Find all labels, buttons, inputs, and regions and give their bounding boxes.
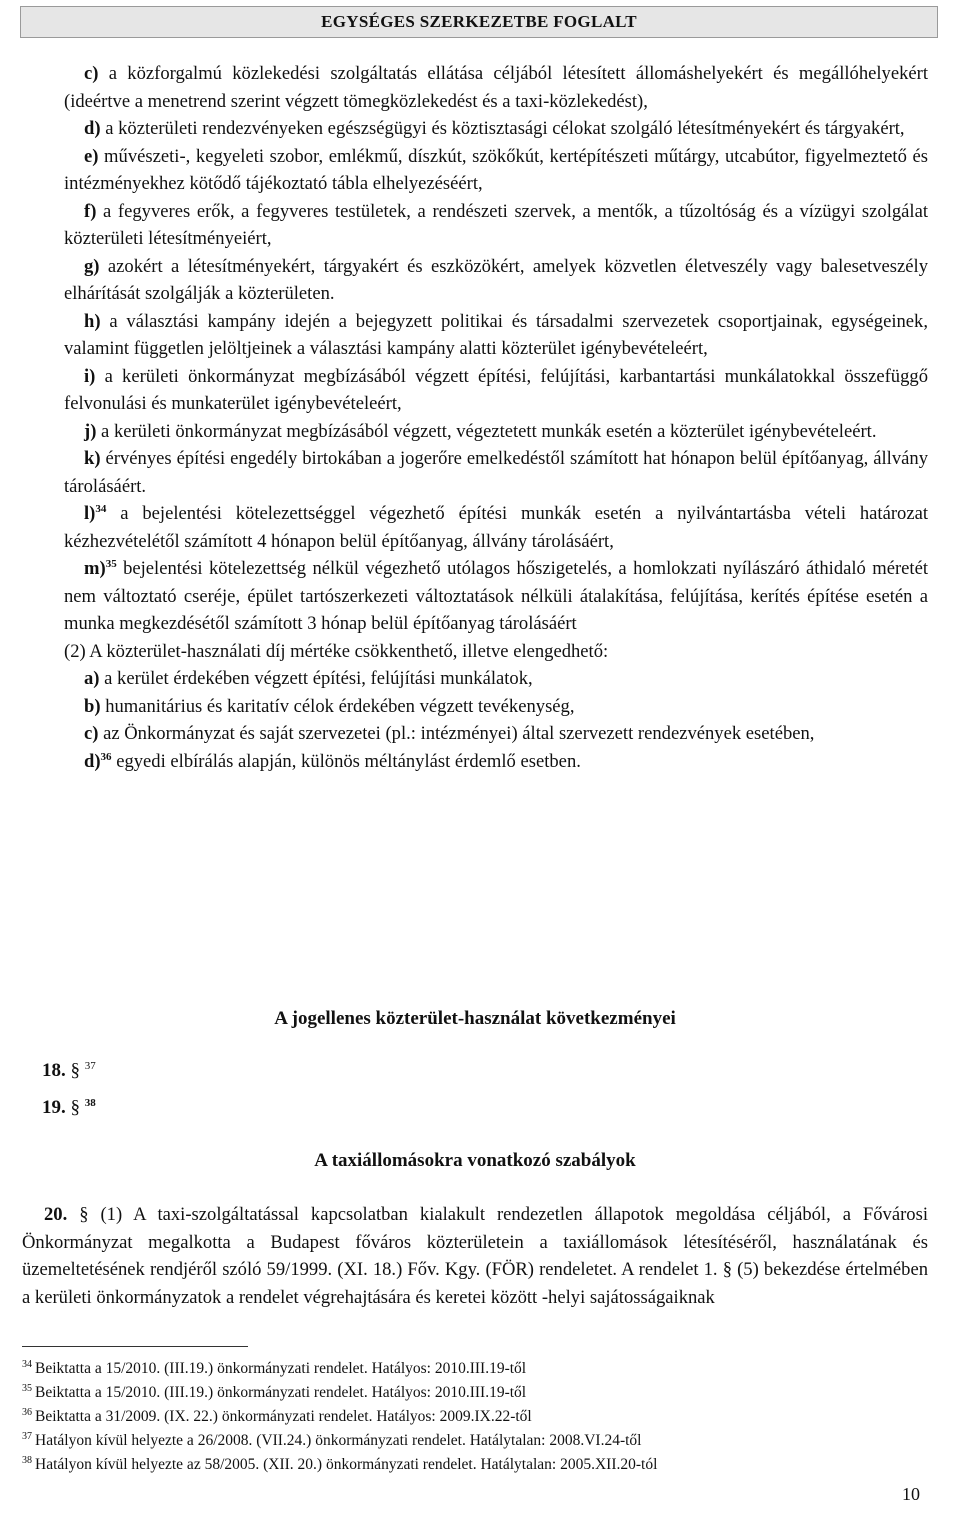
page-number: 10 bbox=[902, 1484, 920, 1504]
item-label: c) bbox=[84, 63, 99, 84]
list-item-l bbox=[64, 500, 928, 555]
item-label: a) bbox=[84, 668, 100, 689]
list-item-e bbox=[64, 143, 928, 198]
footnote-text: Beiktatta a 15/2010. (III.19.) önkormányzati rendelet. Hatályos: 2010.III.19-től bbox=[35, 1384, 527, 1401]
footnote-text: Hatályon kívül helyezte az 58/2005. (XII. 20.) önkormányzati rendelet. Hatálytalan: 2005.XII.20-tól bbox=[35, 1456, 658, 1473]
list-item-a bbox=[64, 665, 928, 693]
section-heading: A jogellenes közterület-használat következményei bbox=[274, 1008, 676, 1029]
section-text: (1) A taxi-szolgáltatással kapcsolatban kialakult rendezetlen állapotok megoldása céljából, a Fővárosi Önkormányzat megalkotta a Budapest főváros közterületein a taxiállomások létesítéséről, használatának és üzemeltetésének rendjéről szóló 59/1999. (XI. 18.) Főv. Kgy. (FÖR) rendeletet. A rendelet 1. § (5) bekezdése értelmében a kerületi önkormányzatok a rendelet végrehajtására és keretei között -helyi sajátosságaiknak bbox=[22, 1204, 928, 1308]
item-label: i) bbox=[84, 365, 96, 387]
item-text: a bejelentési kötelezettséggel végezhető építési munkák esetén a nyilvántartásba vételi határozat kézhezvételétől számított 4 hónapon belül építőanyag, állvány tárolásáért, bbox=[64, 503, 928, 552]
item-text: azokért a létesítményekért, tárgyakért és eszközökért, amelyek közvetlen életveszély vagy balesetveszély elhárítását szolgálják a közterületen. bbox=[64, 255, 928, 304]
document-body bbox=[64, 60, 928, 775]
list-item-d bbox=[64, 115, 928, 143]
list-item-h bbox=[64, 308, 928, 363]
footnote-ref[interactable]: 34 bbox=[95, 503, 107, 515]
item-text: a kerületi önkormányzat megbízásából végzett építési, felújítási, karbantartási munkálatokkal összefüggő felvonulási és munkaterület igénybevételeért, bbox=[64, 365, 928, 414]
item-label: k) bbox=[84, 448, 101, 469]
item-text: a kerület érdekében végzett építési, felújítási munkálatok, bbox=[99, 668, 533, 689]
footnote-34 bbox=[22, 1360, 526, 1378]
section-num: 18. bbox=[42, 1060, 66, 1081]
item-text: a fegyveres erők, a fegyveres testületek, a rendészeti szervek, a mentők, a tűzoltóság és a vízügyi szolgálat közterületi létesítményeiért, bbox=[64, 200, 928, 249]
paragraph-2: (2) A közterület-használati díj mértéke csökkenthető, illetve elengedhető: bbox=[64, 640, 609, 662]
item-label: j) bbox=[84, 420, 97, 442]
footnote-ref[interactable]: 38 bbox=[84, 1097, 96, 1109]
footnote-number: 36 bbox=[22, 1407, 32, 1418]
item-text: érvényes építési engedély birtokában a jogerőre emelkedéstől számított hat hónapon belül építőanyag, állvány tárolásáért. bbox=[64, 448, 928, 497]
section-20-paragraph bbox=[22, 1201, 928, 1311]
list-item-m bbox=[64, 555, 928, 638]
paragraph-sign: § bbox=[79, 1204, 89, 1225]
item-label: h) bbox=[84, 310, 101, 332]
list-item-d2 bbox=[64, 748, 928, 776]
item-label: c) bbox=[84, 723, 99, 744]
footnote-ref[interactable]: 36 bbox=[100, 750, 112, 763]
item-text: bejelentési kötelezettség nélkül végezhető utólagos hőszigetelés, a homlokzati nyílászáró áthidaló méretét nem változtató cseréje, épület tartószerkezeti változtatások nélküli átalakítása, felújítása, kerítés építése esetén a munka megkezdésétől számított 3 hónap belül építőanyag tárolásáért bbox=[64, 558, 928, 634]
item-text: az Önkormányzat és saját szervezetei (pl.: intézményei) által szervezett rendezvények esetében, bbox=[98, 723, 815, 744]
list-item-k bbox=[64, 445, 928, 500]
item-text: a kerületi önkormányzat megbízásából végzett, végeztetett munkák esetén a közterület igénybevételeért. bbox=[96, 420, 877, 442]
footnote-separator bbox=[22, 1346, 248, 1347]
footnote-ref[interactable]: 37 bbox=[84, 1060, 96, 1072]
footnote-text: Beiktatta a 31/2009. (IX. 22.) önkormányzati rendelet. Hatályos: 2009.IX.22-től bbox=[35, 1408, 532, 1425]
list-item-j bbox=[64, 418, 928, 446]
section-20 bbox=[22, 1201, 928, 1311]
footnote-number: 34 bbox=[22, 1359, 32, 1370]
section-heading: A taxiállomásokra vonatkozó szabályok bbox=[314, 1150, 636, 1171]
paragraph-sign: § bbox=[70, 1097, 80, 1118]
item-label: f) bbox=[84, 200, 97, 222]
section-num: 20. bbox=[44, 1204, 68, 1225]
item-text: művészeti-, kegyeleti szobor, emlékmű, díszkút, szökőkút, kertépítészeti műtárgy, utcabútor, figyelmeztető és intézményekhez kötődő tájékoztató tábla elhelyezéséért, bbox=[64, 145, 928, 194]
item-label: m) bbox=[84, 558, 106, 579]
item-text: humanitárius és karitatív célok érdekében végzett tevékenység, bbox=[100, 695, 575, 717]
item-label: e) bbox=[84, 145, 99, 167]
item-text: a közterületi rendezvényeken egészségügyi és köztisztasági célokat szolgáló létesítményekért és tárgyakért, bbox=[100, 118, 905, 139]
footnote-number: 35 bbox=[22, 1383, 32, 1394]
footnote-38 bbox=[22, 1456, 657, 1474]
list-item-g bbox=[64, 253, 928, 308]
list-item-c bbox=[64, 60, 928, 115]
item-label: d) bbox=[84, 750, 101, 772]
section-num: 19. bbox=[42, 1097, 66, 1118]
item-text: egyedi elbírálás alapján, különös méltánylást érdemlő esetben. bbox=[111, 750, 581, 772]
footnote-number: 38 bbox=[22, 1455, 32, 1466]
footnote-text: Hatályon kívül helyezte a 26/2008. (VII.24.) önkormányzati rendelet. Hatálytalan: 2008.VI.24-től bbox=[35, 1432, 642, 1449]
item-label: l) bbox=[84, 503, 96, 524]
footnote-ref[interactable]: 35 bbox=[105, 558, 117, 570]
list-item-i bbox=[64, 363, 928, 418]
list-item-b bbox=[64, 693, 928, 721]
item-label: b) bbox=[84, 695, 101, 717]
footnote-36 bbox=[22, 1408, 532, 1426]
footnote-35 bbox=[22, 1384, 526, 1402]
item-label: d) bbox=[84, 118, 101, 139]
paragraph-sign: § bbox=[70, 1060, 80, 1081]
item-label: g) bbox=[84, 255, 100, 277]
list-item-f bbox=[64, 198, 928, 253]
footnote-number: 37 bbox=[22, 1431, 32, 1442]
footnote-text: Beiktatta a 15/2010. (III.19.) önkormányzati rendelet. Hatályos: 2010.III.19-től bbox=[35, 1360, 527, 1377]
list-item-c2 bbox=[64, 720, 928, 748]
section-18-number bbox=[42, 1060, 96, 1082]
item-text: a közforgalmú közlekedési szolgáltatás ellátása céljából létesített állomáshelyekért és megállóhelyekért (ideértve a menetrend szerint végzett tömegközlekedést és a taxi-közlekedést), bbox=[64, 63, 928, 112]
item-text: a választási kampány idején a bejegyzett politikai és társadalmi szervezetek csoportjainak, egységeinek, valamint független jelöltjeinek a választási kampány alatti közterület igénybevételeért, bbox=[64, 310, 928, 359]
document-header: EGYSÉGES SZERKEZETBE FOGLALT bbox=[20, 6, 938, 38]
section-19-number bbox=[42, 1097, 96, 1119]
footnote-37 bbox=[22, 1432, 641, 1450]
